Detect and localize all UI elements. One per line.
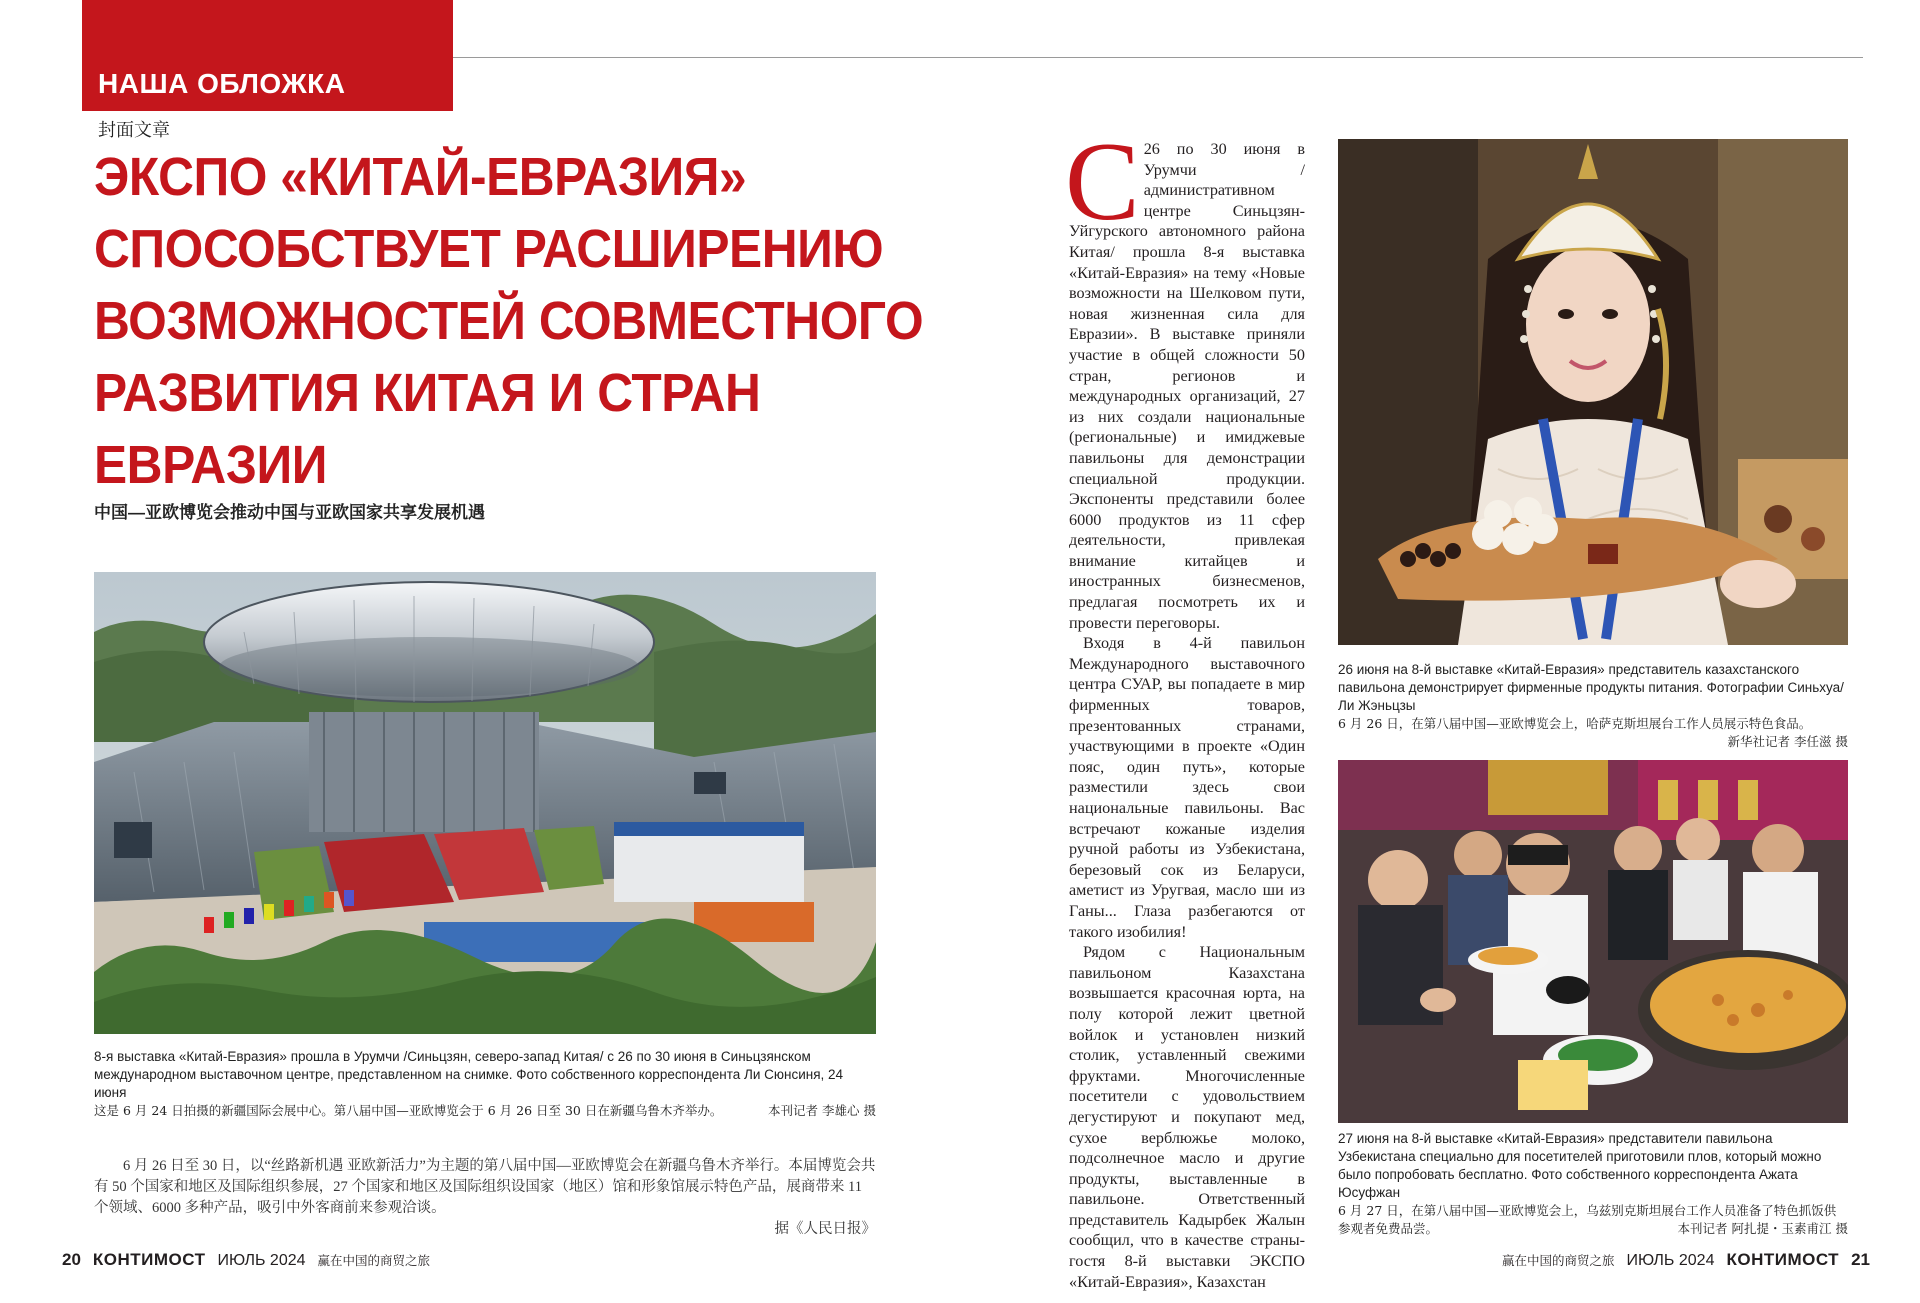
issue-date: ИЮЛЬ 2024	[217, 1252, 306, 1269]
section-title: НАША ОБЛОЖКА	[98, 68, 346, 99]
article-paragraph: Входя в 4-й павильон Международного выставочного центра СУАР, вы попадаете в мир фирменных товаров, презентованных странами, участвующими в проекте «Один пояс, один путь», которые разместили здесь свои национальные павильоны. Вас встречают кожаные изделия ручной работы из Узбекистана, березовый сок из Беларуси, аметист из Уругвая, масло ши из Ганы... Глаза разбегаются от такого изобилия!	[1069, 634, 1305, 941]
caption-text-cn: 6 月 26 日，在第八届中国—亚欧博览会上，哈萨克斯坦展台工作人员展示特色食品。	[1338, 716, 1812, 731]
headline-line: РАЗВИТИЯ КИТАЯ И СТРАН	[94, 363, 761, 423]
photo-credit-cn: 本刊记者 阿扎提・玉素甫江 摄	[1677, 1221, 1848, 1236]
photo-credit-cn: 新华社记者 李任滋 摄	[1727, 734, 1848, 749]
caption-text: 8-я выставка «Китай-Евразия» прошла в Урумчи /Синьцзян, северо-запад Китая/ с 26 по 30 июня в Синьцзянском международном выставочном центре, представленном на снимке. Фото собственного корреспондента Ли Сюнсиня, 24 июня	[94, 1049, 844, 1100]
article-paragraph: Рядом с Национальным павильоном Казахстана возвышается красочная юрта, на полу которой лежит цветной войлок и установлен низкий столик, уставленный свежими фруктами. Многочисленные посетители с удовольствием дегустируют и покупают мед, сухое верблюжье молоко, подсолнечное масло и другие продукты, выставленные в павильоне. Ответственный представитель Кадырбек Жалын сообщил, что в качестве страны-гостя 8-й выставки ЭКСПО «Китай-Евразия», Казахстан	[1069, 943, 1305, 1291]
headline-subtitle-cn: 中国—亚欧博览会推动中国与亚欧国家共享发展机遇	[94, 503, 485, 522]
uzbek-pilaf-photo	[1338, 760, 1848, 1123]
header-divider	[453, 57, 1863, 58]
issue-date: ИЮЛЬ 2024	[1626, 1252, 1715, 1269]
article-body	[1065, 120, 1305, 1292]
page-number: 20	[62, 1250, 81, 1269]
footer-right	[1502, 1250, 1870, 1270]
magazine-slogan-cn: 赢在中国的商贸之旅	[317, 1253, 431, 1268]
headline-line: ВОЗМОЖНОСТЕЙ СОВМЕСТНОГО	[94, 291, 924, 351]
magazine-name: КОНТИМОСТ	[92, 1250, 206, 1269]
chinese-summary-text: 6 月 26 日至 30 日，以“丝路新机遇 亚欧新活力”为主题的第八届中国—亚欧博览会在新疆乌鲁木齐举行。本届博览会共有 50 个国家和地区及国际组织参展，27 个国家和地区及国际组织设国家（地区）馆和形象馆展示特色产品，展商带来 11 个领域、6000 多种产品，吸引中外客商前来参观洽谈。	[94, 1158, 876, 1216]
expo-photo-caption	[94, 1048, 876, 1120]
article-paragraph: 26 по 30 июня в Урумчи /административном центре Синьцзян-Уйгурского автономного района Китая/ прошла 8-я выставка «Китай-Евразия» на тему «Новые возможности на Шелковом пути, новая жизненная сила для Евразии». В выставке приняли участие в общей сложности 50 стран, регионов и международных организаций, 27 из них создали национальные (региональные) и имиджевые павильоны для демонстрации специальной продукции. Экспоненты представили более 6000 продуктов из 11 сфер деятельности, привлекая внимание китайцев и иностранных бизнесменов, предлагая посмотреть их и провести переговоры.	[1069, 140, 1305, 632]
page-number: 21	[1851, 1250, 1870, 1269]
headline-line: ЕВРАЗИИ	[94, 435, 327, 495]
magazine-name: КОНТИМОСТ	[1726, 1250, 1840, 1269]
caption-text: 27 июня на 8-й выставке «Китай-Евразия» представители павильона Узбекистана специально для посетителей приготовили плов, который можно было попробовать бесплатно. Фото собственного корреспондента Ажата Юсуфжан	[1338, 1131, 1822, 1200]
kazakh-photo-caption	[1338, 661, 1848, 751]
headline-line: ЭКСПО «КИТАЙ-ЕВРАЗИЯ»	[94, 147, 747, 207]
section-title-cn: 封面文章	[98, 120, 170, 140]
drop-cap: С	[1065, 120, 1140, 244]
photo-credit-cn: 本刊记者 李雄心 摄	[768, 1103, 876, 1118]
chinese-summary	[94, 1156, 876, 1240]
caption-cn-row	[94, 1102, 876, 1120]
kazakh-representative-photo	[1338, 139, 1848, 645]
uzbek-photo-caption	[1338, 1130, 1848, 1238]
headline	[94, 141, 924, 501]
magazine-slogan-cn: 赢在中国的商贸之旅	[1501, 1253, 1615, 1268]
caption-text-cn: 6 月 27 日，在第八届中国—亚欧博览会上，乌兹别克斯坦展台工作人员准备了特色抓饭供参观者免费品尝。	[1338, 1203, 1837, 1236]
headline-line: СПОСОБСТВУЕТ РАСШИРЕНИЮ	[94, 219, 884, 279]
footer-left	[62, 1250, 430, 1270]
chinese-summary-source: 据《人民日报》	[774, 1221, 876, 1237]
caption-text-cn: 这是 6 月 24 日拍摄的新疆国际会展中心。第八届中国—亚欧博览会于 6 月 26 日至 30 日在新疆乌鲁木齐举办。	[94, 1103, 723, 1118]
caption-text: 26 июня на 8-й выставке «Китай-Евразия» представитель казахстанского павильона демонстрирует фирменные продукты питания. Фотографии Синьхуа/ Ли Жэньцзы	[1338, 662, 1844, 713]
expo-center-photo	[94, 572, 876, 1034]
